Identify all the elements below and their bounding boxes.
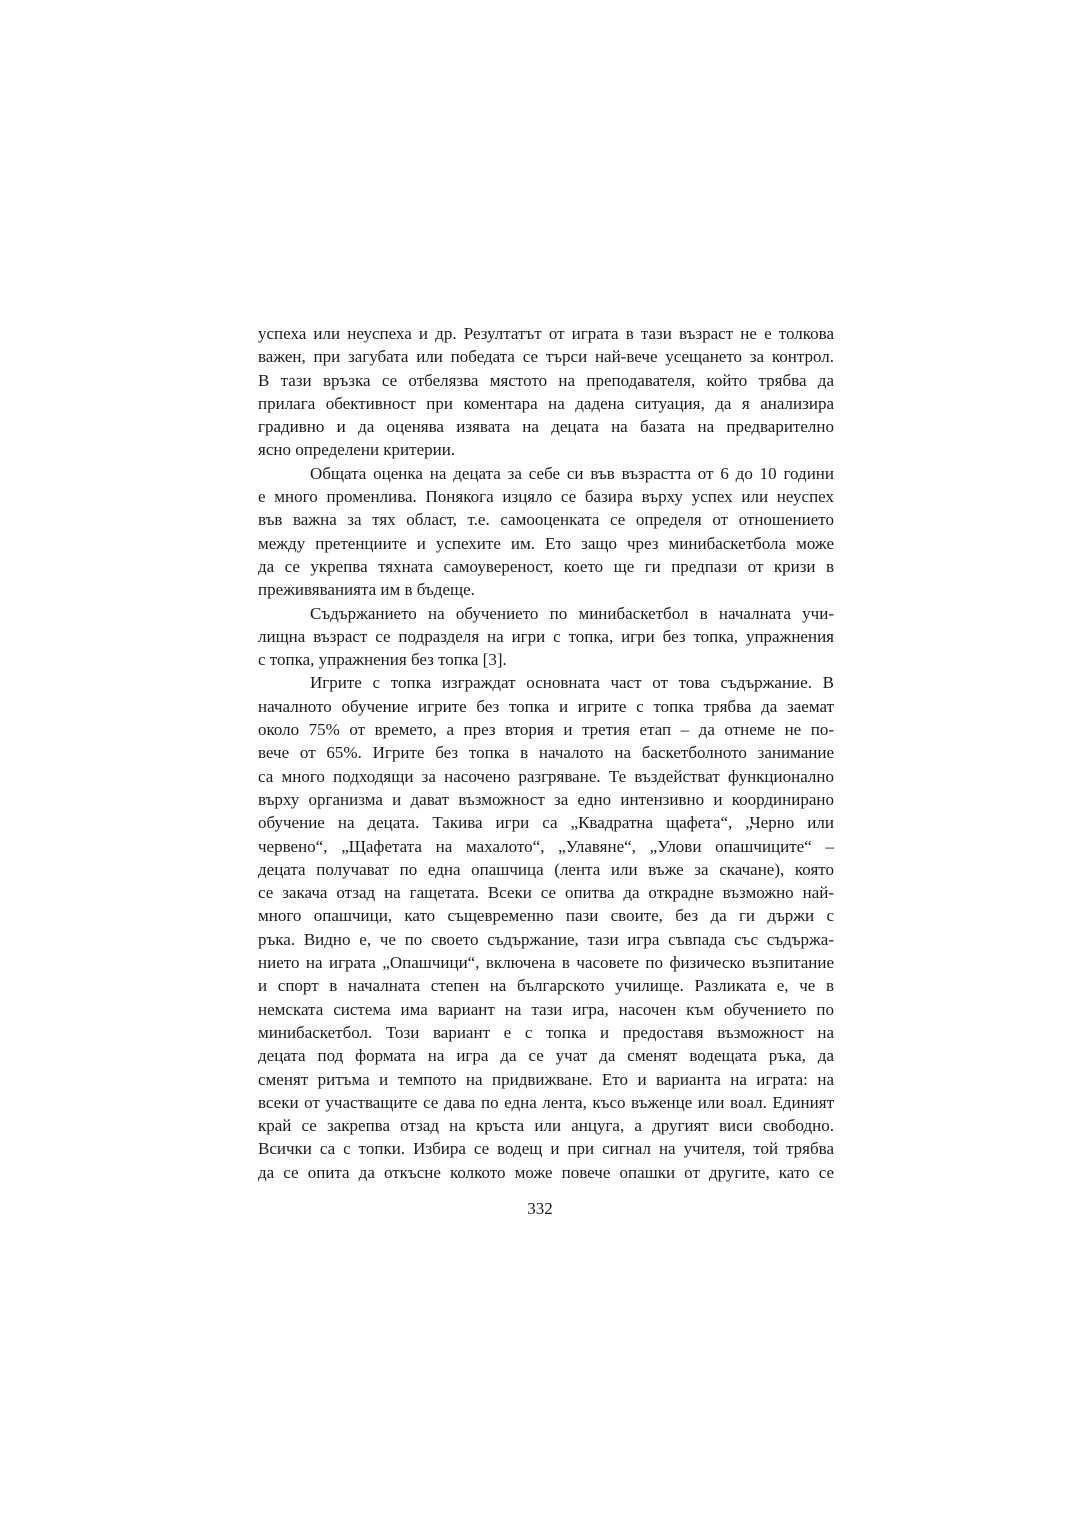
text-line: ръка. Видно е, че по своето съдържание, тази игра съвпада със съдържа- xyxy=(258,929,834,949)
text-line: лищна възраст се подразделя на игри с топка, игри без топка, упражнения xyxy=(258,626,834,646)
text-line: успеха или неуспеха и др. Резултатът от играта в тази възраст не е толкова xyxy=(258,324,834,343)
text-line: минибаскетбол. Този вариант е с топка и предоставя възможност на xyxy=(258,1022,834,1042)
text-line: децата под формата на игра да се учат да сменят водещата ръка, да xyxy=(258,1046,834,1066)
text-line: върху организма и дават възможност за едно интензивно и координирано xyxy=(258,789,834,809)
text-line: децата получават по една опашчица (лента или въже за скачане), която xyxy=(258,859,834,879)
text-line: сменят ритъма и темпото на придвижване. Ето и варианта на играта: на xyxy=(258,1069,834,1089)
text-line: преживяванията им в бъдеще. xyxy=(258,580,475,600)
text-line: между претенциите и успехите им. Ето защо чрез минибаскетбола може xyxy=(258,533,834,553)
page-number: 332 xyxy=(527,1199,553,1218)
text-line: ясно определени критерии. xyxy=(258,440,456,460)
text-line: червено“, „Щафетата на махалото“, „Улавяне“, „Улови опашчиците“ – xyxy=(258,836,834,856)
text-line: Всички са с топки. Избира се водещ и при сигнал на учителя, той трябва xyxy=(258,1139,834,1159)
text-line: с топка, упражнения без топка [3]. xyxy=(258,650,507,670)
text-line: градивно и да оценява изявата на децата на базата на предварително xyxy=(258,417,834,437)
text-line: се закача отзад на гащетата. Всеки се опитва да открадне възможно най- xyxy=(258,883,834,903)
text-line: прилага обективност при коментара на дадена ситуация, да я анализира xyxy=(258,393,834,413)
text-line: във важна за тях област, т.е. самооценката се определя от отношението xyxy=(258,510,834,530)
text-line: немската система има вариант на тази игра, насочен към обучението по xyxy=(258,999,834,1019)
text-line: обучение на децата. Такива игри са „Квадратна щафета“, „Черно или xyxy=(258,813,834,833)
text-line: вече от 65%. Игрите без топка в началото на баскетболното занимание xyxy=(258,743,834,763)
text-line: важен, при загубата или победата се търси най-вече усещането за контрол. xyxy=(258,347,834,367)
text-line: да се опита да откъсне колкото може повече опашки от другите, като се xyxy=(258,1162,834,1182)
text-line: около 75% от времето, а през втория и третия етап – да отнеме не по- xyxy=(258,720,834,740)
text-line: край се закрепва отзад на кръста или анцуга, а другият виси свободно. xyxy=(258,1116,834,1136)
text-line: е много променлива. Понякога изцяло се базира върху успех или неуспех xyxy=(258,487,834,507)
text-line: и спорт в началната степен на българското училище. Разликата е, че в xyxy=(258,976,834,996)
body-text xyxy=(258,322,834,1184)
paragraph-start-line: Игрите с топка изграждат основната част от това съдържание. В xyxy=(310,673,834,693)
text-line: нието на играта „Опашчици“, включена в часовете по физическо възпитание xyxy=(258,953,834,973)
paragraph-start-line: Съдържанието на обучението по минибаскетбол в началната учи- xyxy=(310,603,834,623)
text-line: много опашчици, като същевременно пази своите, без да ги държи с xyxy=(258,906,834,926)
text-line: всеки от участващите се дава по една лента, късо въженце или воал. Единият xyxy=(258,1092,834,1112)
text-line: да се укрепва тяхната самоувереност, което ще ги предпази от кризи в xyxy=(258,556,834,576)
text-line: началното обучение игрите без топка и игрите с топка трябва да заемат xyxy=(258,696,834,716)
text-line: са много подходящи за насочено разгряване. Те въздействат функционално xyxy=(258,766,834,786)
paragraph-start-line: Общата оценка на децата за себе си във възрастта от 6 до 10 години xyxy=(310,463,834,483)
text-line: В тази връзка се отбелязва мястото на преподавателя, който трябва да xyxy=(258,370,834,390)
